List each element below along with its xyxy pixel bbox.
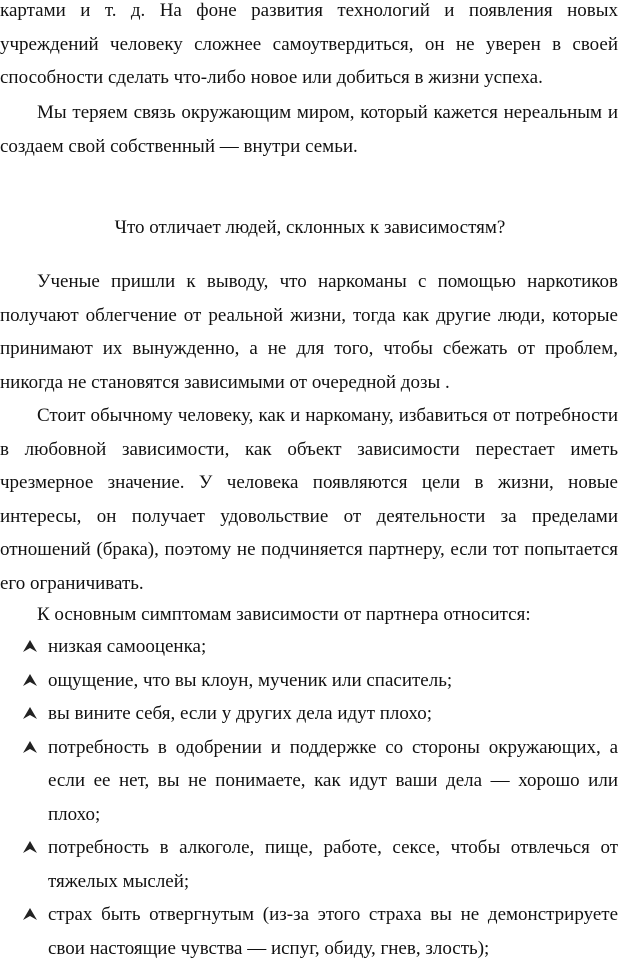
list-item-text: страх быть отвергнутым (из-за этого страха вы не демонстрируете свои настоящие чувства — испуг, обиду, гнев, злость); bbox=[48, 904, 618, 959]
section-heading: Что отличает людей, склонных к зависимостям? bbox=[114, 217, 506, 238]
list-item bbox=[0, 831, 618, 898]
intro-paragraph: картами и т. д. На фоне развития технологий и появления новых учреждений человеку сложнее самоутвердиться, он не уверен в своей способности сделать что-либо новое или добиться в жизни успеха. bbox=[0, 0, 618, 88]
arrowhead-bullet-icon bbox=[22, 840, 38, 854]
symptom-list bbox=[0, 630, 618, 965]
arrowhead-bullet-icon bbox=[22, 639, 38, 653]
list-item bbox=[0, 630, 618, 664]
list-item bbox=[0, 731, 618, 832]
arrowhead-bullet-icon bbox=[22, 740, 38, 754]
arrowhead-bullet-icon bbox=[22, 907, 38, 921]
paragraph-2: Мы теряем связь окружающим миром, который кажется нереальным и создаем свой собственный — внутри семьи. bbox=[0, 102, 618, 157]
list-item-text: потребность в одобрении и поддержке со стороны окружающих, а если ее нет, вы не понимаете, как идут ваши дела — хорошо или плохо; bbox=[48, 736, 618, 825]
list-item bbox=[0, 898, 618, 965]
paragraph-4: Стоит обычному человеку, как и наркоману, избавиться от потребности в любовной зависимости, как объект зависимости перестает иметь чрезмерное значение. У человека появляются цели в жизни, новые интересы, он получает удовольствие от деятельности за пределами отношений (брака), поэтому не подчиняется партнеру, если тот попытается его ограничивать. bbox=[0, 405, 618, 594]
list-item-text: ощущение, что вы клоун, мученик или спаситель; bbox=[48, 669, 453, 691]
list-item-text: вы вините себя, если у других дела идут плохо; bbox=[48, 703, 432, 724]
arrowhead-bullet-icon bbox=[22, 673, 38, 687]
list-intro: К основным симптомам зависимости от партнера относится: bbox=[37, 604, 531, 625]
list-item bbox=[0, 664, 618, 698]
list-item-text: потребность в алкоголе, пище, работе, сексе, чтобы отвлечься от тяжелых мыслей; bbox=[48, 837, 618, 892]
list-item-text: низкая самооценка; bbox=[48, 636, 207, 657]
paragraph-3: Ученые пришли к выводу, что наркоманы с помощью наркотиков получают облегчение от реальной жизни, тогда как другие люди, которые принимают их вынужденно, а не для того, чтобы сбежать от проблем, никогда не становятся зависимыми от очередной дозы . bbox=[0, 271, 618, 393]
list-item bbox=[0, 697, 618, 731]
arrowhead-bullet-icon bbox=[22, 706, 38, 720]
